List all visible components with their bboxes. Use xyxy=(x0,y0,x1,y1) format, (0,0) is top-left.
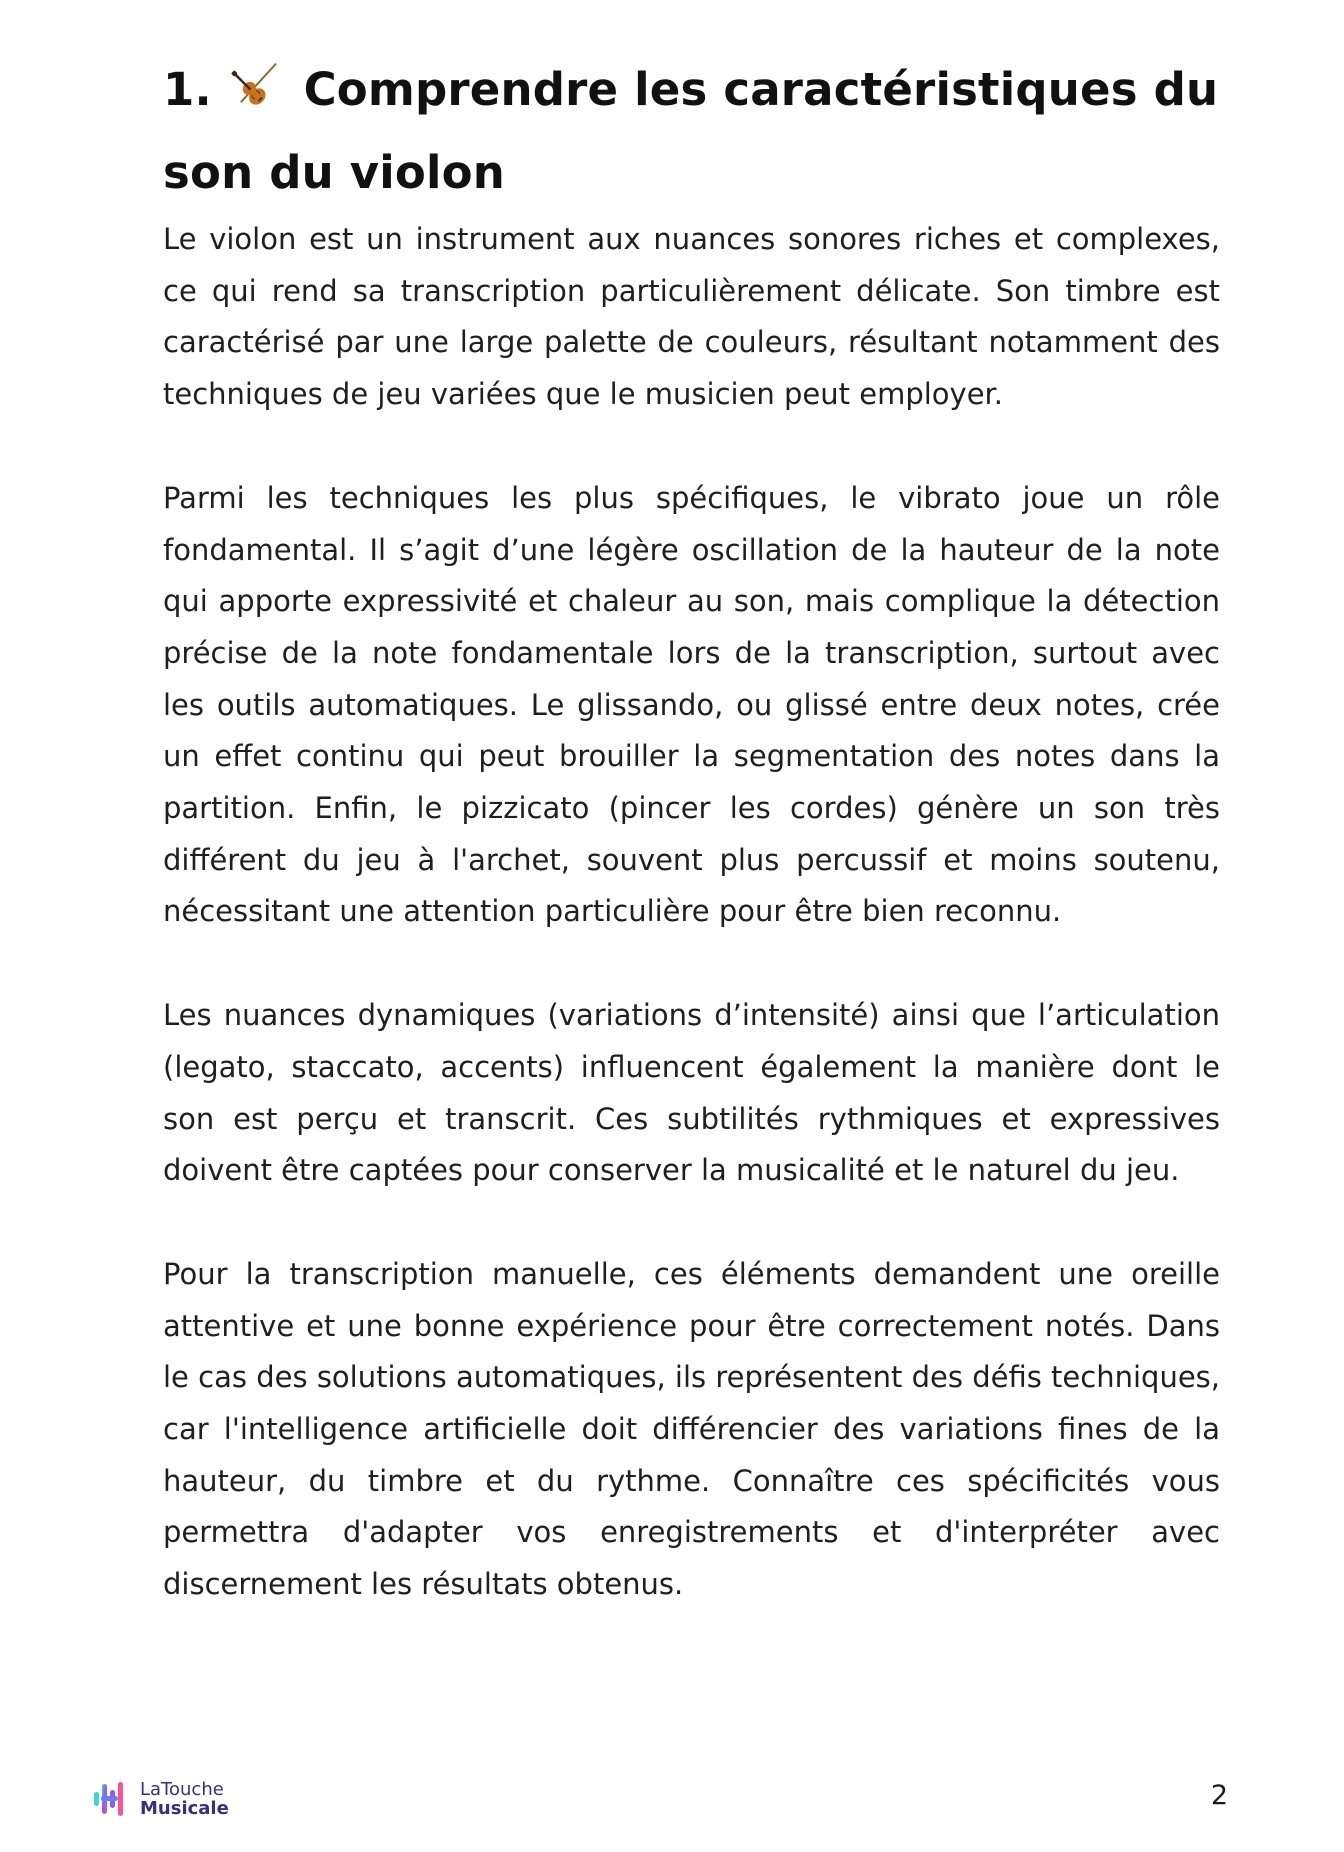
paragraph-2: Parmi les techniques les plus spécifiques, le vibrato joue un rôle fondamental. Il s’agit d’une légère oscillation de la hauteur de la note qui apporte expressivité et chaleur au son, mais complique la détection précise de la note fondamentale lors de la transcription, surtout avec les outils automatiques. Le glissando, ou glissé entre deux notes, crée un effet continu qui peut brouiller la segmentation des notes dans la partition. Enfin, le pizzicato (pincer les cordes) génère un son très différent du jeu à l'archet, souvent plus percussif et moins soutenu, nécessitant une attention particulière pour être bien reconnu. xyxy=(163,480,1220,929)
section-number: 1. xyxy=(163,63,212,116)
section-heading xyxy=(163,48,1220,214)
paragraph-gap xyxy=(163,938,1220,990)
section-title: Comprendre les caractéristiques du son du violon xyxy=(163,63,1219,199)
logo-line-1: LaTouche xyxy=(140,1779,224,1800)
paragraph-gap xyxy=(163,1197,1220,1249)
paragraph-gap xyxy=(163,421,1220,473)
footer-logo xyxy=(90,1776,270,1822)
page-content xyxy=(163,48,1220,1611)
paragraph-1: Le violon est un instrument aux nuances sonores riches et complexes, ce qui rend sa transcription particulièrement délicate. Son timbre est caractérisé par une large palette de couleurs, résultant notamment des techniques de jeu variées que le musicien peut employer. xyxy=(163,222,1220,412)
paragraph-3: Les nuances dynamiques (variations d’intensité) ainsi que l’articulation (legato, staccato, accents) influencent également la manière dont le son est perçu et transcrit. Ces subtilités rythmiques et expressives doivent être captées pour conserver la musicalité et le naturel du jeu. xyxy=(163,998,1220,1188)
violin-icon xyxy=(230,61,282,113)
logo-line-2: Musicale xyxy=(140,1798,229,1819)
paragraph-4: Pour la transcription manuelle, ces éléments demandent une oreille attentive et une bonne expérience pour être correctement notés. Dans le cas des solutions automatiques, ils représentent des défis techniques, car l'intelligence artificielle doit différencier des variations fines de la hauteur, du timbre et du rythme. Connaître ces spécificités vous permettra d'adapter vos enregistrements et d'interpréter avec discernement les résultats obtenus. xyxy=(163,1256,1220,1602)
latouche-musicale-logo-icon xyxy=(90,1778,132,1820)
logo-text xyxy=(140,1780,229,1818)
page-number: 2 xyxy=(1210,1780,1228,1811)
